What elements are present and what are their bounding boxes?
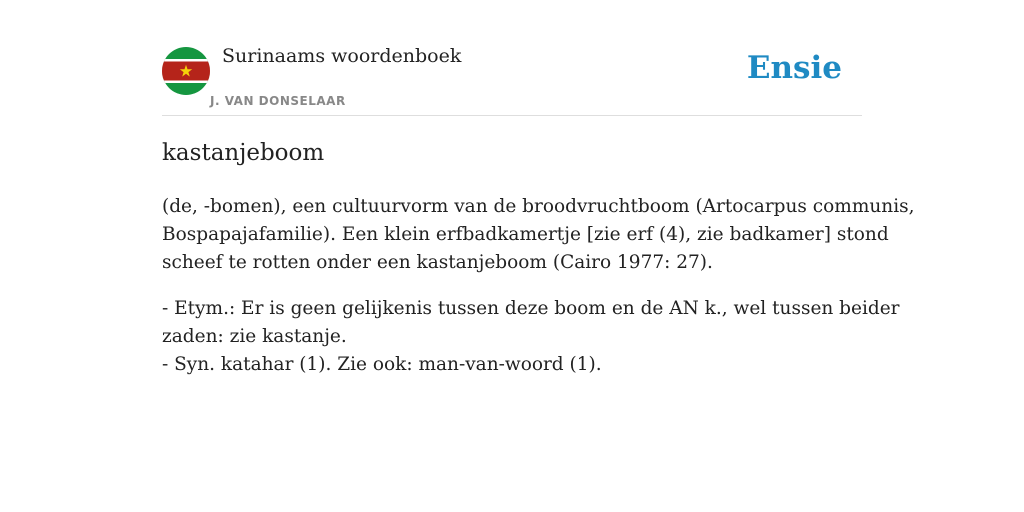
definition-line: Bospapajafamilie). Een klein erfbadkamertje [zie erf (4), zie badkamer] stond bbox=[162, 224, 889, 245]
notes-line: - Etym.: Er is geen gelijkenis tussen deze boom en de AN k., wel tussen beider bbox=[162, 298, 900, 319]
dictionary-title[interactable]: Surinaams woordenboek bbox=[222, 45, 462, 67]
divider bbox=[162, 115, 862, 116]
entry-notes bbox=[162, 295, 900, 379]
entry-definition bbox=[162, 193, 915, 277]
author-name[interactable]: J. VAN DONSELAAR bbox=[210, 94, 346, 108]
definition-line: scheef te rotten onder een kastanjeboom (Cairo 1977: 27). bbox=[162, 252, 713, 273]
entry-headword: kastanjeboom bbox=[162, 140, 325, 166]
notes-line: - Syn. katahar (1). Zie ook: man-van-woord (1). bbox=[162, 354, 602, 375]
page bbox=[162, 0, 915, 512]
suriname-flag-icon bbox=[162, 47, 210, 95]
ensie-logo[interactable]: Ensie bbox=[746, 50, 842, 86]
definition-line: (de, -bomen), een cultuurvorm van de broodvruchtboom (Artocarpus communis, bbox=[162, 196, 915, 217]
notes-line: zaden: zie kastanje. bbox=[162, 326, 347, 347]
